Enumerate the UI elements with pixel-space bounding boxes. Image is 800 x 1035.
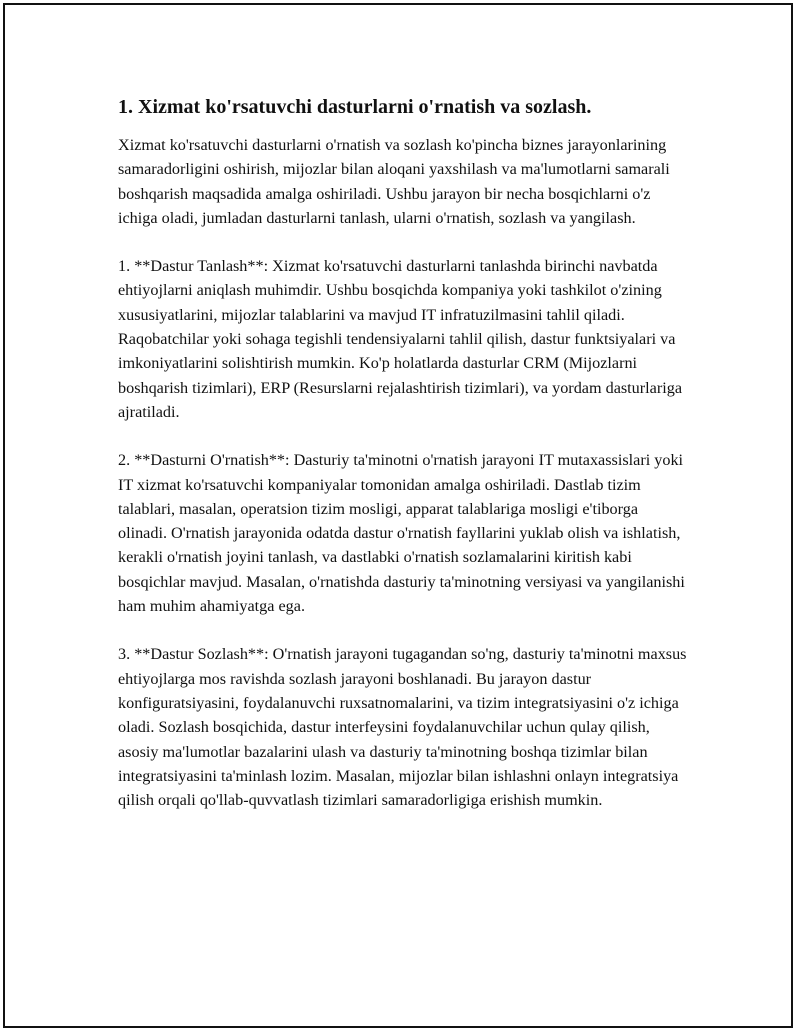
intro-paragraph: Xizmat ko'rsatuvchi dasturlarni o'rnatish va sozlash ko'pincha biznes jarayonlarining samaradorligini oshirish, mijozlar bilan aloqani yaxshilash va ma'lumotlarni samarali boshqarish maqsadida amalga oshiriladi. Ushbu jarayon bir necha bosqichlarni o'z ichiga oladi, jumladan dasturlarni tanlash, ularni o'rnatish, sozlash va yangilash. [118,136,670,227]
section-heading: 1. Xizmat ko'rsatuvchi dasturlarni o'rnatish va sozlash. [118,96,592,118]
paragraph-dasturni-ornatish: 2. **Dasturni O'rnatish**: Dasturiy ta'minotni o'rnatish jarayoni IT mutaxassislari yoki IT xizmat ko'rsatuvchi kompaniyalar tomonidan amalga oshiriladi. Dastlab tizim talablari, masalan, operatsion tizim mosligi, apparat talablariga mosligi e'tiborga olinadi. O'rnatish jarayonida odatda dastur o'rnatish fayllarini yuklab olish va ishlatish, kerakli o'rnatish joyini tanlash, va dastlabki o'rnatish sozlamalarini kiritish kabi bosqichlar mavjud. Masalan, o'rnatishda dasturiy ta'minotning versiyasi va yangilanishi ham muhim ahamiyatga ega. [118,451,685,616]
paragraph-dastur-tanlash: 1. **Dastur Tanlash**: Xizmat ko'rsatuvchi dasturlarni tanlashda birinchi navbatda ehtiyojlarni aniqlash muhimdir. Ushbu bosqichda kompaniya yoki tashkilot o'zining xususiyatlarini, mijozlar talablarini va mavjud IT infratuzilmasini tahlil qiladi. Raqobatchilar yoki sohaga tegishli tendensiyalarni tahlil qilish, dastur funktsiyalari va imkoniyatlarini solishtirish mumkin. Ko'p holatlarda dasturlar CRM (Mijozlarni boshqarish tizimlari), ERP (Resurslarni rejalashtirish tizimlari), va yordam dasturlariga ajratiladi. [118,257,683,421]
paragraph-dastur-sozlash: 3. **Dastur Sozlash**: O'rnatish jarayoni tugagandan so'ng, dasturiy ta'minotni maxsus ehtiyojlarga mos ravishda sozlash jarayoni boshlanadi. Bu jarayon dastur konfiguratsiyasini, foydalanuvchi ruxsatnomalarini, va tizim integratsiyasini o'z ichiga oladi. Sozlash bosqichida, dastur interfeysini foydalanuvchilar uchun qulay qilish, asosiy ma'lumotlar bazalarini ulash va dasturiy ta'minotning boshqa tizimlar bilan integratsiyasini ta'minlash lozim. Masalan, mijozlar bilan ishlashni onlayn integratsiya qilish orqali qo'llab-quvvatlash tizimlari samaradorligiga erishish mumkin. [118,645,687,810]
document-body [118,93,690,836]
